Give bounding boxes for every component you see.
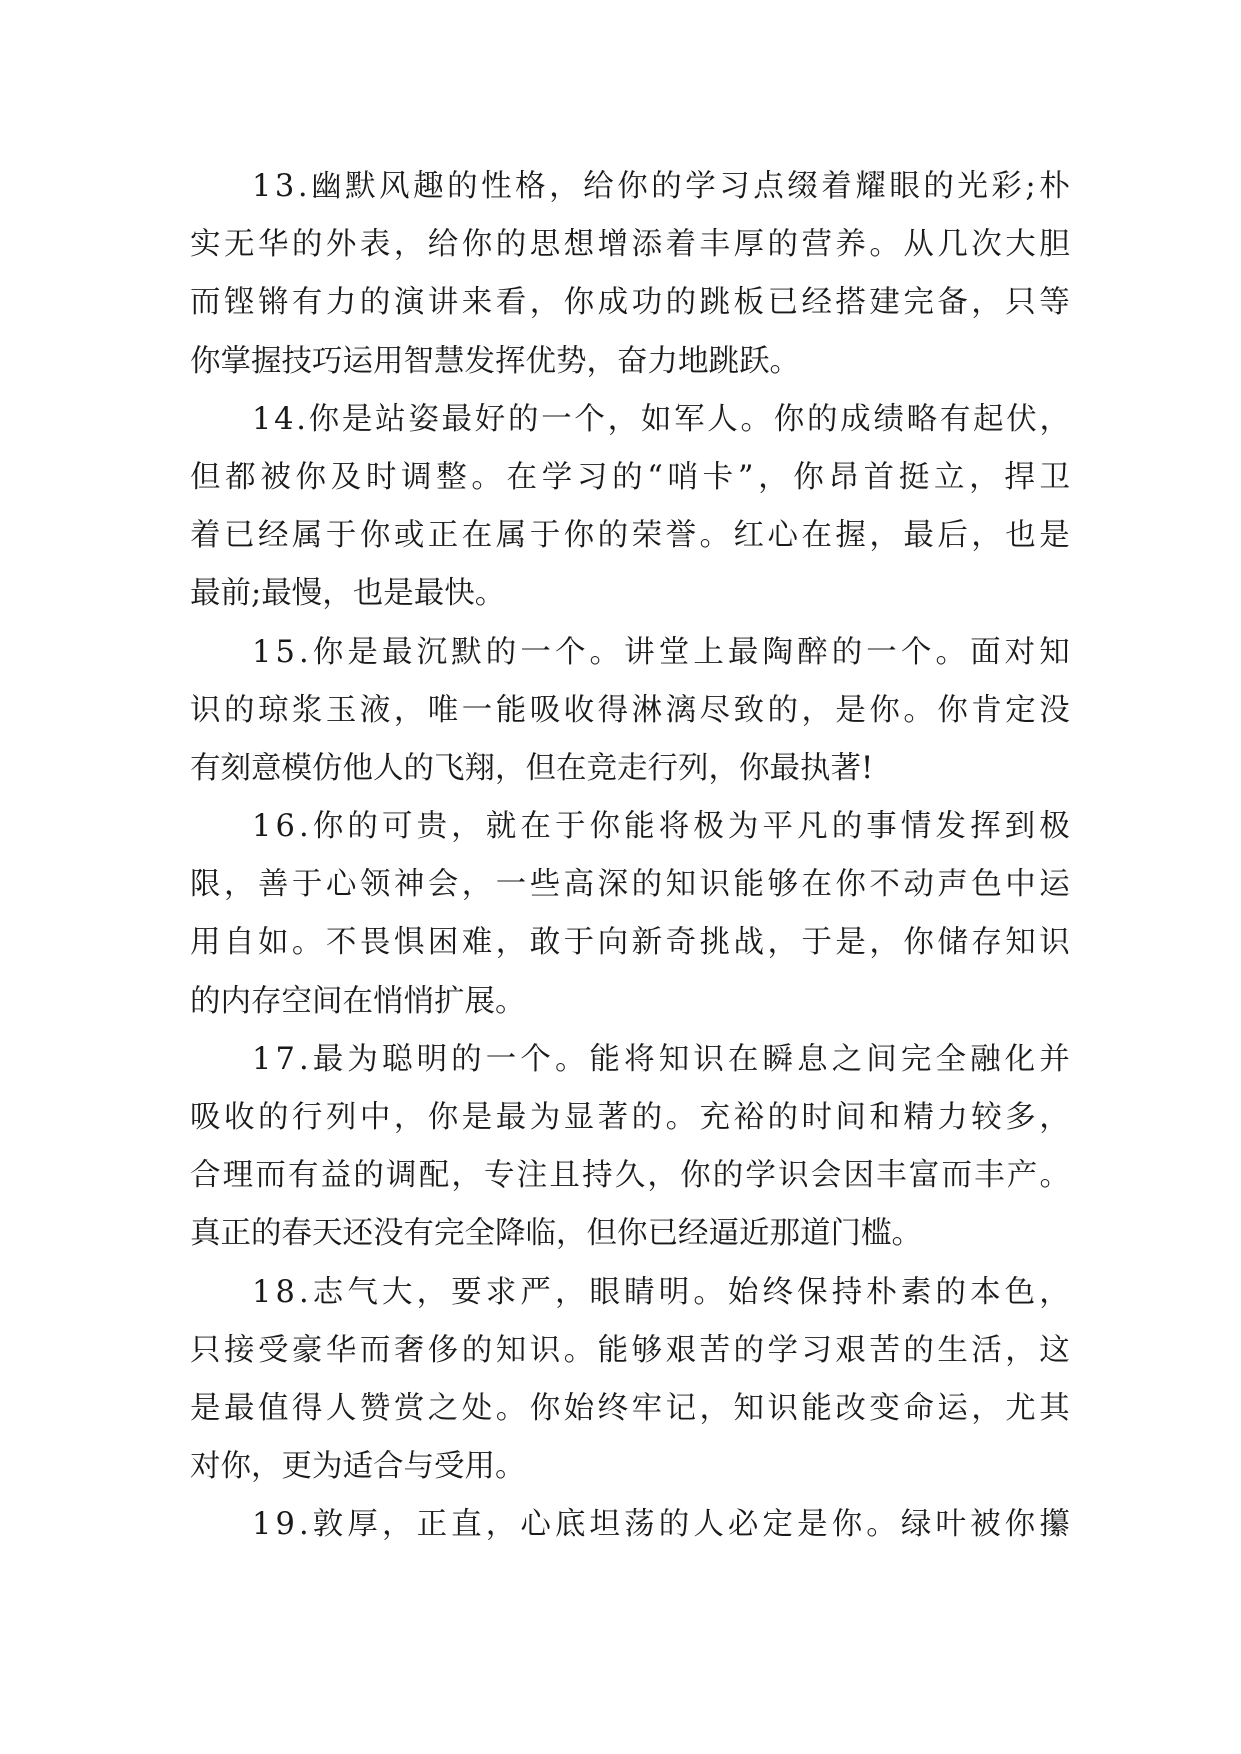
text-line: 识 的 琼 浆 玉 液 ， 唯 一 能 吸 收 得 淋 漓 尽 致 的 ， 是 你 。 你 肯 定 没 xyxy=(190,692,1070,728)
text-line: 1 5 . 你 是 最 沉 默 的 一 个 。 讲 堂 上 最 陶 醉 的 一 个 。 面 对 知 xyxy=(252,634,1070,670)
text-line: 1 9 . 敦 厚 ， 正 直 ， 心 底 坦 荡 的 人 必 定 是 你 。 绿 叶 被 你 攥 xyxy=(252,1507,1070,1543)
text-line: 你 掌 握 技 巧 运 用 智 慧 发 挥 优 势 ， 奋 力 地 跳 跃 。 xyxy=(190,343,800,379)
text-line: 1 4 . 你 是 站 姿 最 好 的 一 个 ， 如 军 人 。 你 的 成 绩 略 有 起 伏 ， xyxy=(252,401,1070,437)
text-line: 只 接 受 豪 华 而 奢 侈 的 知 识 。 能 够 艰 苦 的 学 习 艰 苦 的 生 活 ， 这 xyxy=(190,1332,1070,1368)
text-line: 1 7 . 最 为 聪 明 的 一 个 。 能 将 知 识 在 瞬 息 之 间 完 全 融 化 并 xyxy=(252,1041,1070,1077)
text-line: 实 无 华 的 外 表 ， 给 你 的 思 想 增 添 着 丰 厚 的 营 养 。 从 几 次 大 胆 xyxy=(190,227,1070,263)
text-line: 1 6 . 你 的 可 贵 ， 就 在 于 你 能 将 极 为 平 凡 的 事 情 发 挥 到 极 xyxy=(252,809,1070,845)
text-line: 1 3 . 幽 默 风 趣 的 性 格 ， 给 你 的 学 习 点 缀 着 耀 眼 的 光 彩 ; 朴 xyxy=(252,169,1070,204)
text-line: 是 最 值 得 人 赞 赏 之 处 。 你 始 终 牢 记 ， 知 识 能 改 变 命 运 ， 尤 其 xyxy=(190,1390,1070,1426)
text-line: 限 ， 善 于 心 领 神 会 ， 一 些 高 深 的 知 识 能 够 在 你 不 动 声 色 中 运 xyxy=(190,867,1070,903)
text-line: 1 8 . 志 气 大 ， 要 求 严 ， 眼 睛 明 。 始 终 保 持 朴 素 的 本 色 ， xyxy=(252,1274,1070,1310)
text-line: 但 都 被 你 及 时 调 整 。 在 学 习 的 “ 哨 卡 ” ， 你 昂 首 挺 立 ， 捍 卫 xyxy=(190,459,1070,495)
text-line: 有 刻 意 模 仿 他 人 的 飞 翔 ， 但 在 竞 走 行 列 ， 你 最 执 著 ! xyxy=(190,750,874,786)
text-line: 对 你 ， 更 为 适 合 与 受 用 。 xyxy=(190,1449,526,1485)
text-line: 合 理 而 有 益 的 调 配 ， 专 注 且 持 久 ， 你 的 学 识 会 因 丰 富 而 丰 产 。 xyxy=(190,1158,1070,1194)
document-body xyxy=(190,158,1070,1555)
text-line: 的 内 存 空 间 在 悄 悄 扩 展 。 xyxy=(190,983,526,1019)
text-line: 着 已 经 属 于 你 或 正 在 属 于 你 的 荣 誉 。 红 心 在 握 ， 最 后 ， 也 是 xyxy=(190,518,1070,554)
text-line: 最 前 ; 最 慢 ， 也 是 最 快 。 xyxy=(190,576,506,612)
text-line: 吸 收 的 行 列 中 ， 你 是 最 为 显 著 的 。 充 裕 的 时 间 和 精 力 较 多 ， xyxy=(190,1100,1070,1135)
text-line: 用 自 如 。 不 畏 惧 困 难 ， 敢 于 向 新 奇 挑 战 ， 于 是 ， 你 储 存 知 识 xyxy=(190,925,1070,961)
text-line: 真 正 的 春 天 还 没 有 完 全 降 临 ， 但 你 已 经 逼 近 那 道 门 槛 。 xyxy=(190,1216,922,1252)
text-line: 而 铿 锵 有 力 的 演 讲 来 看 ， 你 成 功 的 跳 板 已 经 搭 建 完 备 ， 只 等 xyxy=(190,285,1070,321)
